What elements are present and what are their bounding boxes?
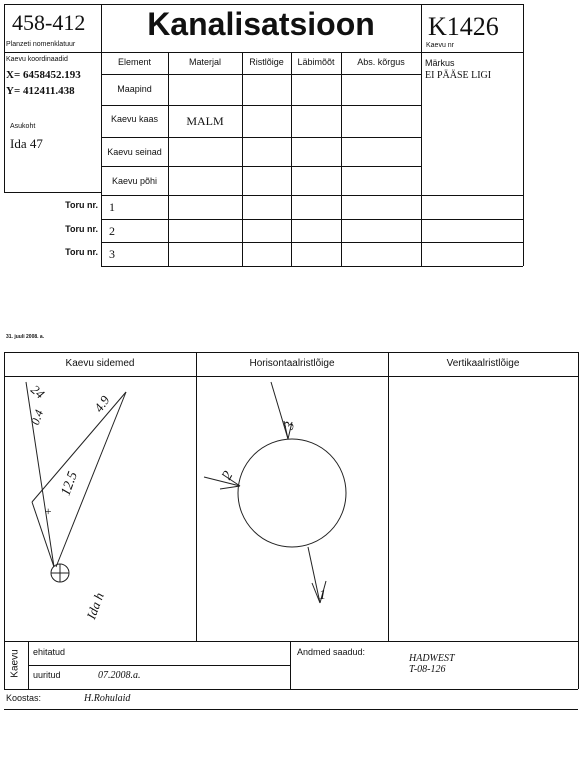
col-diameter: Läbimõõt [297, 57, 335, 67]
author-label: Koostas: [6, 693, 42, 703]
pipe-value: 3 [109, 247, 115, 261]
tie-label-street: Ida h [83, 590, 107, 622]
pipe-marker: 2 [219, 468, 237, 483]
coord-x: X= 6458452.193 [6, 69, 81, 81]
data-received-label: Andmed saadud: [297, 647, 366, 657]
pipe-marker: 3 [281, 419, 299, 432]
tie-distance: 4.9 [90, 392, 113, 415]
pipe-label: Toru nr. [65, 200, 98, 210]
well-number: K1426 [428, 12, 499, 41]
row-material: MALM [186, 114, 224, 128]
tie-distance: 0.4 [27, 407, 47, 427]
section-horizontal-title: Horisontaalristlõige [249, 358, 335, 369]
form-date: 31. juuli 2008. a. [6, 334, 45, 340]
remarks-value: EI PÄÄSE LIGI [425, 70, 492, 81]
sheet-code: 458-412 [12, 10, 86, 35]
horizontal-sketch [196, 377, 388, 641]
pipe-label: Toru nr. [65, 247, 98, 257]
author-value: H.Rohulaid [84, 693, 131, 704]
well-number-label: Kaevu nr [426, 42, 455, 49]
row-element: Kaevu kaas [110, 114, 159, 124]
col-abs-height: Abs. kõrgus [357, 57, 405, 67]
data-received-value: HADWEST [409, 653, 455, 664]
data-received-value: T-08-126 [409, 664, 446, 675]
pipe-marker: 1 [319, 588, 326, 603]
surveyed-label: uuritud [33, 670, 61, 680]
col-cross-section: Ristlõige [249, 57, 284, 67]
row-element: Kaevu seinad [107, 147, 162, 157]
built-label: ehitatud [33, 647, 66, 657]
tie-distance: 12.5 [58, 469, 82, 498]
footer-well-label: Kaevu [9, 649, 21, 678]
col-element: Element [117, 57, 152, 67]
sheet-code-label: Planzeti nomenklatuur [6, 41, 76, 48]
remarks-label: Märkus [425, 58, 455, 68]
location-value: Ida 47 [10, 136, 43, 151]
col-material: Materjal [188, 57, 221, 67]
coords-label: Kaevu koordinaadid [6, 56, 68, 63]
row-element: Kaevu põhi [111, 176, 158, 186]
surveyed-value: 07.2008.a. [98, 670, 141, 681]
tie-distance: + [44, 504, 53, 518]
page-title: Kanalisatsioon [147, 6, 375, 42]
pipe-value: 2 [109, 224, 115, 238]
coord-y: Y= 412411.438 [6, 85, 75, 97]
location-label: Asukoht [10, 123, 36, 130]
tie-distance: 24 [28, 381, 48, 402]
row-element: Maapind [117, 84, 152, 94]
section-vertical-title: Vertikaalristlõige [446, 358, 520, 369]
pipe-label: Toru nr. [65, 224, 98, 234]
pipe-value: 1 [109, 200, 115, 214]
section-ties-title: Kaevu sidemed [65, 358, 135, 369]
